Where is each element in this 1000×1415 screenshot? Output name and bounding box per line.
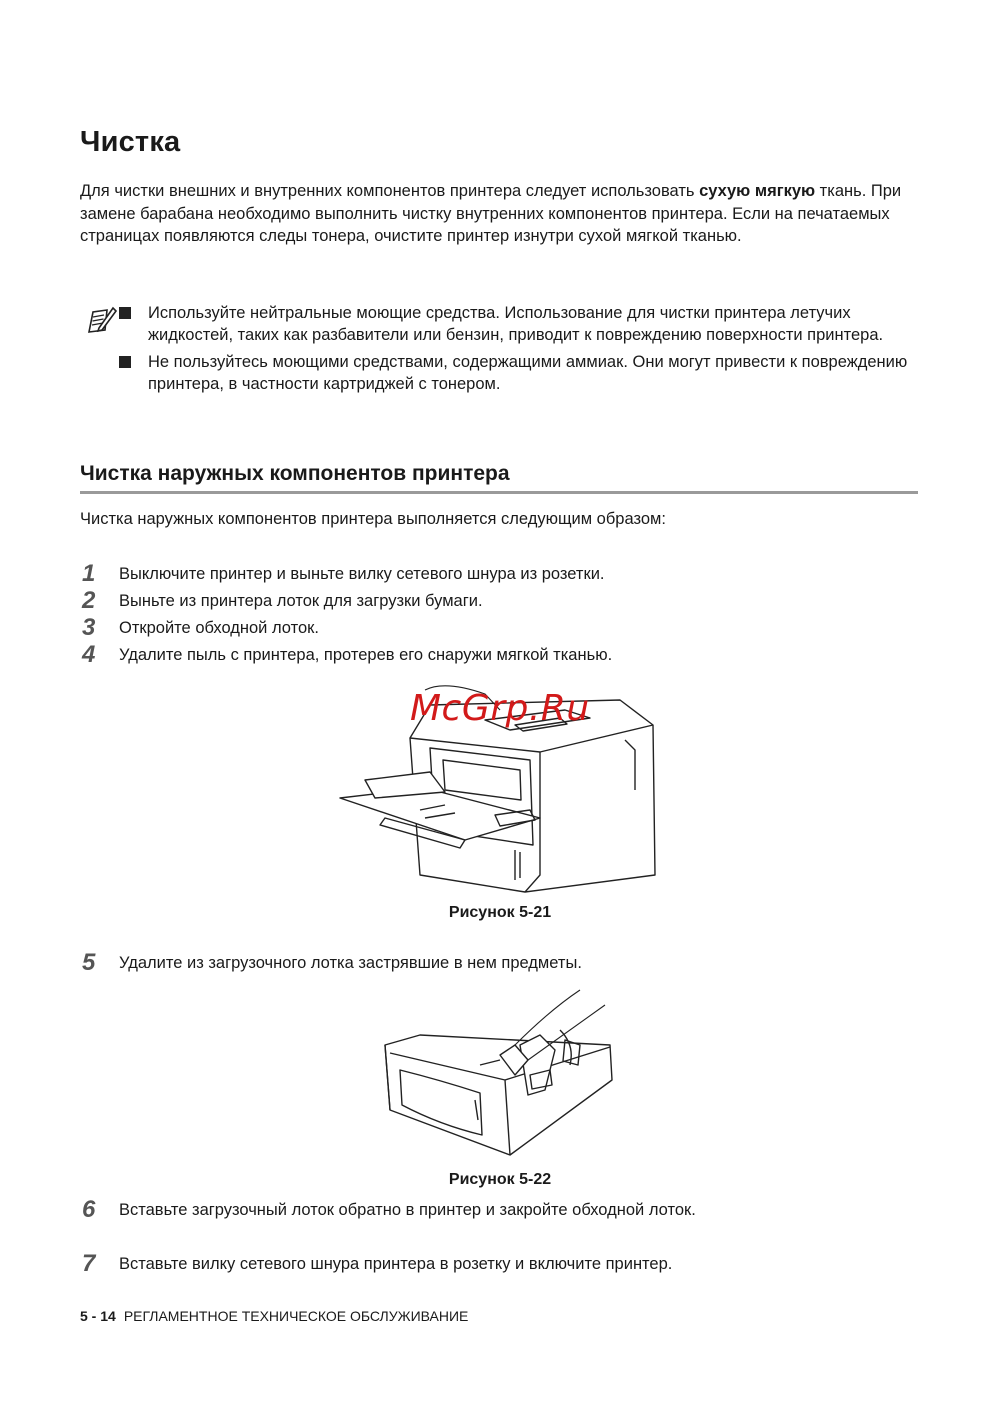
figure-caption: Рисунок 5-22: [448, 1171, 552, 1188]
step-item: [82, 587, 483, 615]
paragraph-text-2: ткань. При замене барабана необходимо выполнить чистку внутренних компонентов принтера. Если на печатаемых страницах появляются следы тонера, очистите принтер изнутри сухой мягкой тканью.: [80, 182, 902, 245]
watermark-text: McGrp.Ru: [410, 688, 590, 729]
note-text: Не пользуйтесь моющими средствами, содержащими аммиак. Они могут привести к повреждению принтера, в частности картриджей с тонером.: [148, 353, 908, 393]
step-number: 6: [82, 1196, 96, 1223]
step-item: [82, 641, 612, 669]
intro-paragraph: [80, 180, 930, 248]
note-item: [119, 351, 919, 395]
step-text: Вставьте загрузочный лоток обратно в принтер и закройте обходной лоток.: [119, 1201, 696, 1219]
figure-caption: Рисунок 5-21: [448, 904, 552, 921]
step-number: 4: [82, 641, 96, 668]
step-text: Выньте из принтера лоток для загрузки бумаги.: [119, 592, 483, 610]
note-list: [119, 302, 919, 400]
page-number: 5 - 14: [80, 1308, 116, 1324]
step-number: 1: [82, 560, 96, 587]
step-item: [82, 614, 319, 642]
step-number: 7: [82, 1250, 96, 1277]
page-footer: [80, 1308, 468, 1324]
paragraph-text-1: Для чистки внешних и внутренних компонентов принтера следует использовать: [80, 182, 700, 200]
step-item: [82, 949, 582, 977]
chapter-title: РЕГЛАМЕНТНОЕ ТЕХНИЧЕСКОЕ ОБСЛУЖИВАНИЕ: [123, 1308, 469, 1324]
procedure-intro: Чистка наружных компонентов принтера выполняется следующим образом:: [80, 510, 666, 528]
step-text: Откройте обходной лоток.: [119, 619, 319, 637]
step-item: [82, 1250, 672, 1278]
page-title: Чистка: [80, 126, 181, 158]
step-text: Удалите пыль с принтера, протерев его снаружи мягкой тканью.: [119, 646, 613, 664]
step-text: Вставьте вилку сетевого шнура принтера в розетку и включите принтер.: [119, 1255, 673, 1273]
bullet-square-icon: [119, 356, 131, 368]
paragraph-bold-text: сухую мягкую: [699, 182, 816, 200]
paper-tray-illustration: [380, 985, 620, 1160]
step-item: [82, 560, 605, 588]
note-item: [119, 302, 919, 346]
step-number: 2: [82, 587, 96, 614]
step-item: [82, 1196, 696, 1224]
step-text: Выключите принтер и выньте вилку сетевого шнура из розетки.: [119, 565, 605, 583]
step-text: Удалите из загрузочного лотка застрявшие в нем предметы.: [119, 954, 582, 972]
note-text: Используйте нейтральные моющие средства. Использование для чистки принтера летучих жидкостей, таких как разбавители или бензин, приводит к повреждению поверхности принтера.: [148, 304, 884, 344]
section-heading: Чистка наружных компонентов принтера: [80, 462, 918, 494]
bullet-square-icon: [119, 307, 131, 319]
step-number: 3: [82, 614, 96, 641]
step-number: 5: [82, 949, 96, 976]
note-pencil-icon: [85, 304, 117, 336]
